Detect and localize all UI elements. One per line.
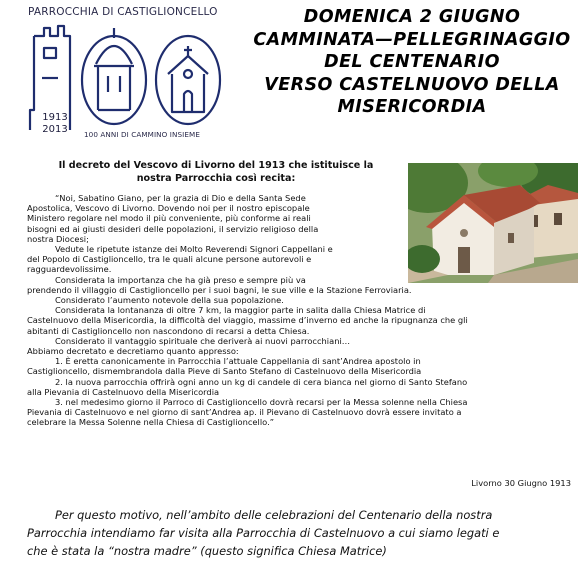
- decree-line: Ministero regolare nel modo il più conveniente, più conforme ai reali: [27, 213, 311, 224]
- headline-line: CAMMINATA—PELLEGRINAGGIO: [253, 29, 571, 50]
- headline-line: DOMENICA 2 GIUGNO: [303, 7, 521, 27]
- decree-line: Pievania di Castelnuovo e nel giorno di sant’Andrea ap. il Pievano di Castelnuovo dovrà essere invitato a: [27, 407, 462, 418]
- decree-line: ragguardevolissime.: [27, 264, 112, 275]
- decree-line: abitanti di Castiglioncello non nascondono di recarsi a detta Chiesa.: [27, 325, 310, 336]
- headline-line: DEL CENTENARIO: [324, 52, 500, 72]
- decree-line: Considerata la lontananza di oltre 7 km, la maggior parte in salita dalla Chiesa Matrice di: [55, 305, 426, 316]
- decree-line: bisogni ed ai giusti desideri delle popolazioni, il servizio religioso della: [27, 223, 319, 234]
- logo-year-end: 2013: [42, 124, 68, 135]
- decree-line: nostra Diocesi;: [27, 233, 89, 244]
- decree-line: prendendo il villaggio di Castiglioncello per i suoi bagni, le sue ville e la Stazione Ferroviaria.: [27, 284, 412, 295]
- decree-line: Apostolica, Vescovo di Livorno. Dovendo noi per il nostro episcopale: [27, 203, 310, 214]
- headline-line: MISERICORDIA: [337, 97, 487, 117]
- decree-line: Considerato il vantaggio spirituale che deriverà ai nuovi parrocchiani…: [55, 335, 351, 346]
- decree-text: [27, 193, 572, 428]
- closing-paragraph: [27, 506, 577, 560]
- headline-line: VERSO CASTELNUOVO DELLA: [264, 74, 560, 95]
- closing-line: che è stata la “nostra madre” (questo significa Chiesa Matrice): [27, 544, 387, 558]
- decree-line: 2. la nuova parrocchia offrirà ogni anno un kg di candele di cera bianca nel giorno di Santo Stefano: [55, 376, 468, 387]
- decree-title-line: Il decreto del Vescovo di Livorno del 1913 che istituisce la: [58, 160, 374, 171]
- centenary-logo: [22, 4, 234, 146]
- event-headline: [244, 6, 580, 119]
- decree-line: Castelnuovo della Misericordia, la difficoltà del viaggio, massime d’inverno ed anche la ripugnanza che gli: [27, 315, 468, 326]
- decree-line: del Popolo di Castiglioncello, tra le quali alcune persone autorevoli e: [27, 254, 312, 265]
- decree-line: Abbiamo decretato e decretiamo quanto appresso:: [27, 346, 239, 357]
- closing-line: Parrocchia intendiamo far visita alla Parrocchia di Castelnuovo a cui siamo legati e: [27, 526, 500, 540]
- decree-line: 3. nel medesimo giorno il Parroco di Castiglioncello dovrà recarsi per la Messa solenne nella Chiesa: [55, 397, 468, 408]
- decree-date: Livorno 30 Giugno 1913: [471, 478, 571, 488]
- logo-subtitle: 100 ANNI DI CAMMINO INSIEME: [84, 130, 200, 139]
- logo-parish-name: PARROCCHIA DI CASTIGLIONCELLO: [28, 6, 218, 18]
- decree-line: Considerata la importanza che ha già preso e sempre più va: [55, 274, 306, 285]
- decree-line: alla Pievania di Castelnuovo della Misericordia: [27, 386, 220, 397]
- closing-line: Per questo motivo, nell’ambito delle celebrazioni del Centenario della nostra: [55, 508, 493, 522]
- decree-line: 1. È eretta canonicamente in Parrocchia l’attuale Cappellania di sant’Andrea apostolo in: [55, 356, 421, 367]
- decree-line: Vedute le ripetute istanze dei Molto Reverendi Signori Cappellani e: [55, 244, 333, 255]
- decree-line: Castiglioncello, dismembrandola dalla Pieve di Santo Stefano di Castelnuovo della Misericordia: [27, 366, 422, 377]
- decree-line: Considerato l’aumento notevole della sua popolazione.: [55, 295, 284, 306]
- logo-year-start: 1913: [42, 112, 68, 123]
- logo-years: [32, 112, 78, 136]
- decree-line: celebrare la Messa Solenne nella Chiesa di Castiglioncello.”: [27, 417, 274, 428]
- decree-title: [30, 159, 402, 185]
- decree-line: “Noi, Sabatino Giano, per la grazia di Dio e della Santa Sede: [55, 193, 306, 203]
- decree-title-line: nostra Parrocchia così recita:: [136, 173, 296, 184]
